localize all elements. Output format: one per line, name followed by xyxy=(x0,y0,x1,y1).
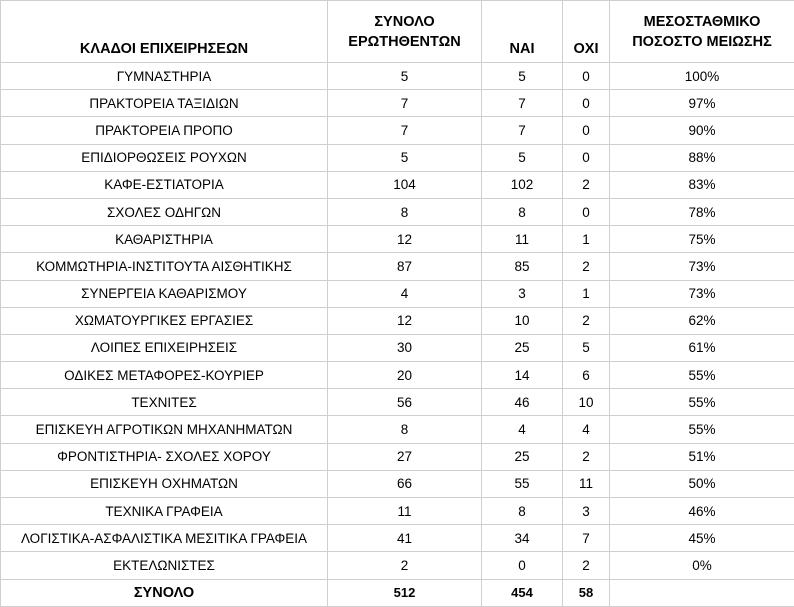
table-row xyxy=(1,198,794,225)
table-row xyxy=(1,470,794,497)
cell-no: 4 xyxy=(563,416,610,443)
cell-yes: 25 xyxy=(482,334,563,361)
cell-total-asked: 4 xyxy=(328,280,482,307)
header-avg-line1: ΜΕΣΟΣΤΑΘΜΙΚΟ xyxy=(610,12,794,32)
cell-total-asked: 56 xyxy=(328,389,482,416)
cell-total-asked: 12 xyxy=(328,226,482,253)
cell-avg-reduction: 62% xyxy=(610,307,794,334)
cell-yes: 5 xyxy=(482,144,563,171)
table-row xyxy=(1,525,794,552)
table-row xyxy=(1,443,794,470)
cell-sector: ΤΕΧΝΙΚΑ ΓΡΑΦΕΙΑ xyxy=(1,498,328,525)
cell-avg-reduction: 55% xyxy=(610,416,794,443)
cell-no: 2 xyxy=(563,253,610,280)
cell-sector: ΓΥΜΝΑΣΤΗΡΙΑ xyxy=(1,63,328,90)
cell-sector: ΠΡΑΚΤΟΡΕΙΑ ΠΡΟΠΟ xyxy=(1,117,328,144)
cell-yes: 10 xyxy=(482,307,563,334)
header-total-asked xyxy=(328,1,482,63)
cell-total-asked: 104 xyxy=(328,171,482,198)
cell-no: 5 xyxy=(563,334,610,361)
cell-sector: ΣΥΝΕΡΓΕΙΑ ΚΑΘΑΡΙΣΜΟΥ xyxy=(1,280,328,307)
cell-yes: 5 xyxy=(482,63,563,90)
cell-avg-reduction: 46% xyxy=(610,498,794,525)
cell-no: 3 xyxy=(563,498,610,525)
cell-avg-reduction: 90% xyxy=(610,117,794,144)
cell-avg-reduction: 73% xyxy=(610,280,794,307)
cell-sector: ΕΠΙΣΚΕΥΗ ΟΧΗΜΑΤΩΝ xyxy=(1,470,328,497)
table-row xyxy=(1,144,794,171)
cell-total-asked: 2 xyxy=(328,552,482,579)
header-total-line1: ΣΥΝΟΛΟ xyxy=(328,12,481,32)
table-row xyxy=(1,552,794,579)
cell-total-asked: 27 xyxy=(328,443,482,470)
cell-avg-reduction: 83% xyxy=(610,171,794,198)
cell-sector: ΟΔΙΚΕΣ ΜΕΤΑΦΟΡΕΣ-ΚΟΥΡΙΕΡ xyxy=(1,362,328,389)
table-row xyxy=(1,280,794,307)
cell-total-asked: 7 xyxy=(328,90,482,117)
cell-no: 2 xyxy=(563,307,610,334)
cell-total-asked: 5 xyxy=(328,144,482,171)
table-row xyxy=(1,389,794,416)
table-row xyxy=(1,90,794,117)
cell-sector: ΛΟΓΙΣΤΙΚΑ-ΑΣΦΑΛΙΣΤΙΚΑ ΜΕΣΙΤΙΚΑ ΓΡΑΦΕΙΑ xyxy=(1,525,328,552)
table-row xyxy=(1,171,794,198)
table-body xyxy=(1,63,794,580)
cell-no: 0 xyxy=(563,90,610,117)
cell-avg-reduction: 61% xyxy=(610,334,794,361)
cell-avg-reduction: 50% xyxy=(610,470,794,497)
cell-yes: 46 xyxy=(482,389,563,416)
cell-yes: 8 xyxy=(482,498,563,525)
cell-avg-reduction: 75% xyxy=(610,226,794,253)
total-avg-empty xyxy=(610,579,794,606)
total-no-value: 58 xyxy=(563,579,610,606)
cell-avg-reduction: 51% xyxy=(610,443,794,470)
cell-total-asked: 30 xyxy=(328,334,482,361)
cell-sector: ΕΚΤΕΛΩΝΙΣΤΕΣ xyxy=(1,552,328,579)
cell-sector: ΚΑΘΑΡΙΣΤΗΡΙΑ xyxy=(1,226,328,253)
cell-sector: ΧΩΜΑΤΟΥΡΓΙΚΕΣ ΕΡΓΑΣΙΕΣ xyxy=(1,307,328,334)
cell-yes: 34 xyxy=(482,525,563,552)
cell-sector: ΤΕΧΝΙΤΕΣ xyxy=(1,389,328,416)
header-row xyxy=(1,1,794,63)
cell-total-asked: 8 xyxy=(328,198,482,225)
cell-no: 0 xyxy=(563,144,610,171)
cell-no: 2 xyxy=(563,171,610,198)
table-row xyxy=(1,362,794,389)
header-avg-line2: ΠΟΣΟΣΤΟ ΜΕΙΩΣΗΣ xyxy=(610,32,794,52)
cell-sector: ΛΟΙΠΕΣ ΕΠΙΧΕΙΡΗΣΕΙΣ xyxy=(1,334,328,361)
cell-no: 0 xyxy=(563,117,610,144)
cell-yes: 8 xyxy=(482,198,563,225)
cell-total-asked: 5 xyxy=(328,63,482,90)
cell-no: 1 xyxy=(563,226,610,253)
cell-sector: ΦΡΟΝΤΙΣΤΗΡΙΑ- ΣΧΟΛΕΣ ΧΟΡΟΥ xyxy=(1,443,328,470)
cell-avg-reduction: 55% xyxy=(610,362,794,389)
total-label: ΣΥΝΟΛΟ xyxy=(1,579,328,606)
cell-sector: ΣΧΟΛΕΣ ΟΔΗΓΩΝ xyxy=(1,198,328,225)
cell-no: 1 xyxy=(563,280,610,307)
header-no: ΟΧΙ xyxy=(563,1,610,63)
cell-total-asked: 66 xyxy=(328,470,482,497)
header-avg-reduction xyxy=(610,1,794,63)
cell-avg-reduction: 78% xyxy=(610,198,794,225)
cell-avg-reduction: 45% xyxy=(610,525,794,552)
cell-yes: 11 xyxy=(482,226,563,253)
cell-total-asked: 41 xyxy=(328,525,482,552)
header-total-line2: ΕΡΩΤΗΘΕΝΤΩΝ xyxy=(328,32,481,52)
cell-total-asked: 20 xyxy=(328,362,482,389)
cell-yes: 102 xyxy=(482,171,563,198)
cell-yes: 55 xyxy=(482,470,563,497)
cell-yes: 14 xyxy=(482,362,563,389)
cell-total-asked: 11 xyxy=(328,498,482,525)
cell-no: 7 xyxy=(563,525,610,552)
cell-yes: 25 xyxy=(482,443,563,470)
cell-avg-reduction: 97% xyxy=(610,90,794,117)
total-row xyxy=(1,579,794,606)
cell-yes: 4 xyxy=(482,416,563,443)
table-row xyxy=(1,416,794,443)
cell-total-asked: 12 xyxy=(328,307,482,334)
table-row xyxy=(1,226,794,253)
cell-no: 2 xyxy=(563,443,610,470)
cell-yes: 7 xyxy=(482,90,563,117)
total-asked-value: 512 xyxy=(328,579,482,606)
cell-yes: 3 xyxy=(482,280,563,307)
cell-no: 11 xyxy=(563,470,610,497)
table-row xyxy=(1,117,794,144)
cell-avg-reduction: 88% xyxy=(610,144,794,171)
cell-total-asked: 87 xyxy=(328,253,482,280)
cell-no: 2 xyxy=(563,552,610,579)
cell-sector: ΚΑΦΕ-ΕΣΤΙΑΤΟΡΙΑ xyxy=(1,171,328,198)
cell-sector: ΚΟΜΜΩΤΗΡΙΑ-ΙΝΣΤΙΤΟΥΤΑ ΑΙΣΘΗΤΙΚΗΣ xyxy=(1,253,328,280)
table-row xyxy=(1,253,794,280)
total-yes-value: 454 xyxy=(482,579,563,606)
table-row xyxy=(1,63,794,90)
header-yes: ΝΑΙ xyxy=(482,1,563,63)
cell-sector: ΠΡΑΚΤΟΡΕΙΑ ΤΑΞΙΔΙΩΝ xyxy=(1,90,328,117)
cell-yes: 85 xyxy=(482,253,563,280)
cell-avg-reduction: 0% xyxy=(610,552,794,579)
cell-no: 10 xyxy=(563,389,610,416)
cell-total-asked: 7 xyxy=(328,117,482,144)
table-row xyxy=(1,498,794,525)
cell-no: 6 xyxy=(563,362,610,389)
cell-total-asked: 8 xyxy=(328,416,482,443)
cell-no: 0 xyxy=(563,63,610,90)
cell-yes: 7 xyxy=(482,117,563,144)
table-row xyxy=(1,334,794,361)
cell-sector: ΕΠΙΣΚΕΥΗ ΑΓΡΟΤΙΚΩΝ ΜΗΧΑΝΗΜΑΤΩΝ xyxy=(1,416,328,443)
cell-avg-reduction: 73% xyxy=(610,253,794,280)
cell-sector: ΕΠΙΔΙΟΡΘΩΣΕΙΣ ΡΟΥΧΩΝ xyxy=(1,144,328,171)
cell-no: 0 xyxy=(563,198,610,225)
cell-avg-reduction: 55% xyxy=(610,389,794,416)
cell-avg-reduction: 100% xyxy=(610,63,794,90)
cell-yes: 0 xyxy=(482,552,563,579)
table-row xyxy=(1,307,794,334)
header-sector: ΚΛΑΔΟΙ ΕΠΙΧΕΙΡΗΣΕΩΝ xyxy=(1,1,328,63)
